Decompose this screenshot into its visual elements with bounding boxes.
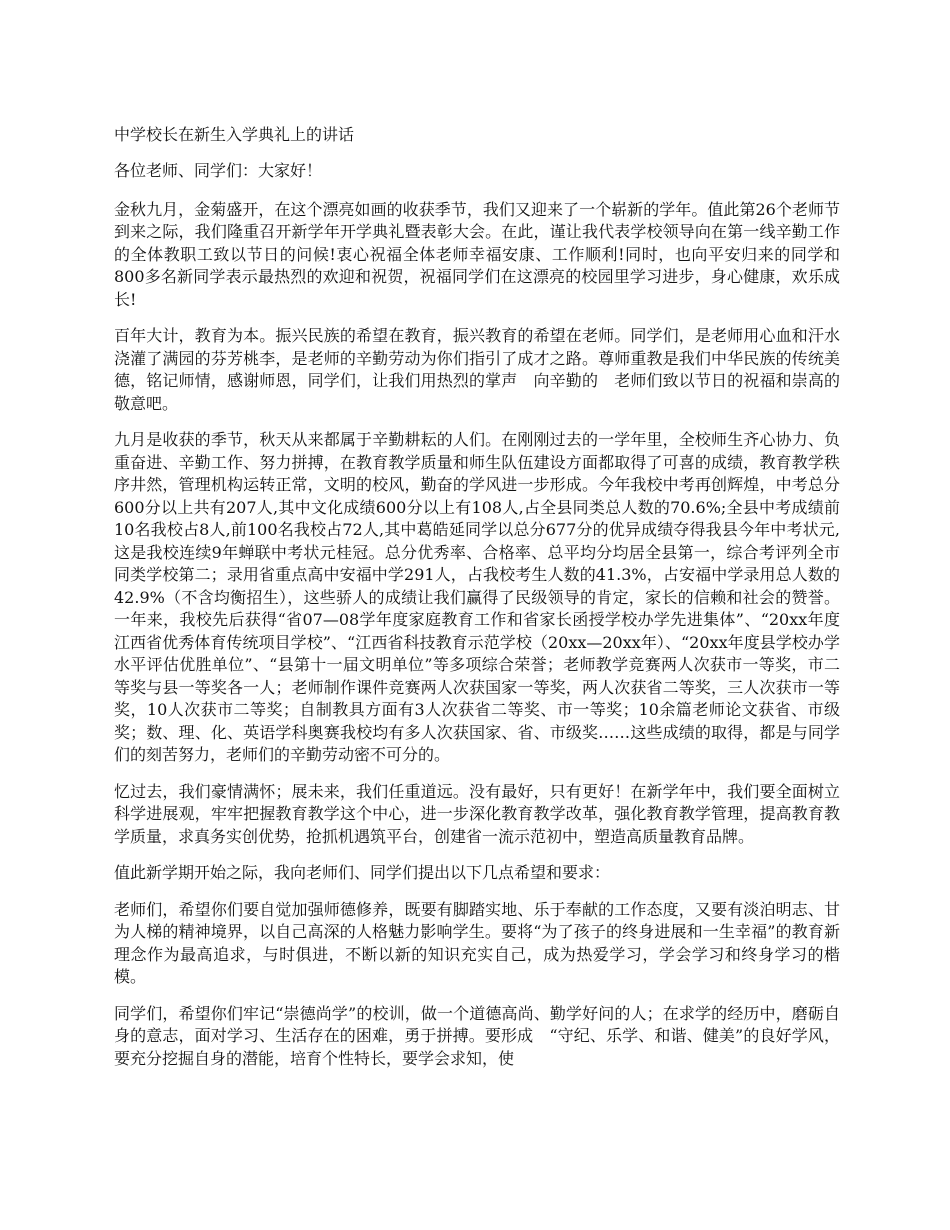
paragraph-2: 百年大计，教育为本。振兴民族的希望在教育，振兴教育的希望在老师。同学们，是老师用心血和汗水浇灌了满园的芬芳桃李，是老师的辛勤劳动为你们指引了成才之路。尊师重教是我们中华民族的传统美德，铭记师情，感谢师恩，同学们，让我们用热烈的掌声 向辛勤的 老师们致以节日的祝福和崇高的敬意吧。 [114,326,840,413]
paragraph-7: 同学们，希望你们牢记“崇德尚学”的校训，做一个道德高尚、勤学好问的人；在求学的经历中，磨砺自身的意志，面对学习、生活存在的困难，勇于拼搏。要形成 “守纪、乐学、和谐、健美”的良好学风，要充分挖掘自身的潜能，培育个性特长，要学会求知，使 [114,1003,840,1068]
paragraph-4: 忆过去，我们豪情满怀；展未来，我们任重道远。没有最好，只有更好！在新学年中，我们要全面树立科学进展观，牢牢把握教育教学这个中心，进一步深化教育教学改革，强化教育教学管理，提高教育教学质量，求真务实创优势，抢抓机遇筑平台，创建省一流示范初中，塑造高质量教育品牌。 [114,781,840,846]
paragraph-5: 值此新学期开始之际，我向老师们、同学们提出以下几点希望和要求： [114,863,611,882]
document-title: 中学校长在新生入学典礼上的讲话 [114,125,355,144]
paragraph-3: 九月是收获的季节，秋天从来都属于辛勤耕耘的人们。在刚刚过去的一学年里，全校师生齐心协力、负重奋进、辛勤工作、努力拼搏，在教育教学质量和师生队伍建设方面都取得了可喜的成绩，教育教学秩序井然，管理机构运转正常，文明的校风，勤奋的学风进一步形成。今年我校中考再创辉煌，中考总分600分以上共有207人,其中文化成绩600分以上有108人,占全县同类总人数的70.6%;全县中考成绩前10名我校占8人,前100名我校占72人,其中葛皓延同学以总分677分的优异成绩夺得我县今年中考状元,这是我校连续9年蝉联中考状元桂冠。总分优秀率、合格率、总平均分均居全县第一，综合考评列全市同类学校第二；录用省重点高中安福中学291人，占我校考生人数的41.3%，占安福中学录用总人数的42.9%（不含均衡招生），这些骄人的成绩让我们赢得了民级领导的肯定，家长的信赖和社会的赞誉。一年来，我校先后获得“省07—08学年度家庭教育工作和省家长函授学校办学先进集体”、“20xx年度江西省优秀体育传统项目学校”、“江西省科技教育示范学校（20xx—20xx年）、“20xx年度县学校办学水平评估优胜单位”、“县第十一届文明单位”等多项综合荣誉；老师教学竞赛两人次获市一等奖，市二等奖与县一等奖各一人；老师制作课件竞赛两人次获国家一等奖，两人次获省二等奖，三人次获市一等奖，10人次获市二等奖；自制教具方面有3人次获省二等奖、市一等奖；10余篇老师论文获省、市级奖；数、理、化、英语学科奥赛我校均有多人次获国家、省、市级奖……这些成绩的取得，都是与同学们的刻苦努力，老师们的辛勤劳动密不可分的。 [114,430,840,764]
paragraph-6: 老师们，希望你们要自觉加强师德修养，既要有脚踏实地、乐于奉献的工作态度，又要有淡泊明志、甘为人梯的精神境界，以自己高深的人格魅力影响学生。要将“为了孩子的终身进展和一生幸福”的教育新理念作为最高追求，与时俱进，不断以新的知识充实自己，成为热爱学习，学会学习和终身学习的楷模。 [114,899,840,986]
greeting: 各位老师、同学们：大家好！ [114,161,323,180]
paragraph-1: 金秋九月，金菊盛开，在这个漂亮如画的收获季节，我们又迎来了一个崭新的学年。值此第26个老师节到来之际，我们隆重召开新学年开学典礼暨表彰大会。在此，谨让我代表学校领导向在第一线辛勤工作的全体教职工致以节日的问候!衷心祝福全体老师幸福安康、工作顺利!同时，也向平安归来的同学和800多名新同学表示最热烈的欢迎和祝贺，祝福同学们在这漂亮的校园里学习进步，身心健康，欢乐成长! [114,199,840,309]
